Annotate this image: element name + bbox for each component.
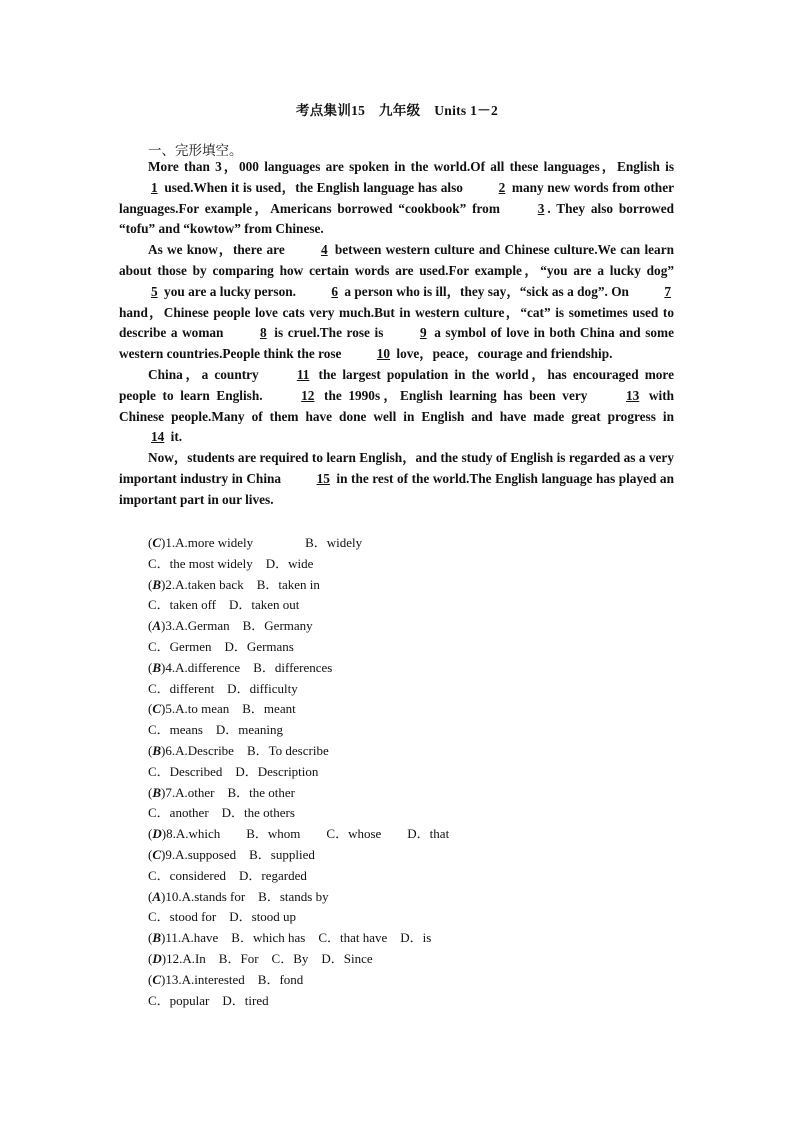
passage-text: China，a country bbox=[148, 366, 265, 382]
option-text: 12.A.In B．For C．By D．Since bbox=[166, 950, 373, 966]
question-4 bbox=[148, 658, 449, 679]
passage-text: a person who is ill，they say，“sick as a dog”. On bbox=[340, 283, 633, 299]
question-2-options-cd: C．taken off D．taken out bbox=[148, 597, 300, 613]
paren-close: ) bbox=[161, 950, 167, 966]
option-text: 7.A.other B．the other bbox=[165, 784, 295, 800]
question-9 bbox=[148, 845, 449, 866]
blank-1: 1 bbox=[151, 179, 158, 195]
question-5 bbox=[148, 699, 449, 720]
paren-close: ) bbox=[161, 846, 166, 862]
blank-7: 7 bbox=[664, 283, 671, 299]
paren-open: ( bbox=[148, 576, 153, 592]
passage-paragraph bbox=[119, 365, 674, 448]
answer-letter: B bbox=[152, 576, 162, 592]
paren-close: ) bbox=[161, 701, 166, 717]
passage-text: many new words from other languages.For example，Americans borrowed “cookbook” from bbox=[119, 179, 674, 216]
paren-close: ) bbox=[161, 742, 166, 758]
option-text: 10.A.stands for B．stands by bbox=[165, 888, 329, 904]
paren-open: ( bbox=[148, 701, 153, 717]
blank-13: 13 bbox=[626, 387, 640, 403]
paren-open: ( bbox=[148, 950, 153, 966]
option-text: 1.A.more widely B．widely bbox=[165, 535, 363, 550]
option-text: 8.A.which B．whom C．whose D．that bbox=[166, 826, 450, 842]
answer-letter: C bbox=[152, 846, 162, 862]
question-13-options-cd: C．popular D．tired bbox=[148, 992, 269, 1008]
blank-4: 4 bbox=[320, 242, 328, 258]
blank-15: 15 bbox=[316, 470, 330, 486]
passage-text: in the rest of the world.The English language has played an important part in our lives. bbox=[119, 470, 674, 507]
question-13 bbox=[148, 970, 449, 991]
cloze-passage bbox=[119, 157, 674, 511]
passage-text: with Chinese people.Many of them have done well in English and have made great progress in bbox=[119, 387, 675, 424]
paren-close: ) bbox=[161, 576, 166, 592]
passage-paragraph bbox=[119, 240, 674, 365]
paren-open: ( bbox=[148, 846, 153, 862]
passage-paragraph bbox=[119, 448, 674, 510]
answer-letter: D bbox=[152, 950, 162, 966]
question-11 bbox=[148, 928, 449, 949]
question-10 bbox=[148, 887, 449, 908]
question-5-options-cd: C．means D．meaning bbox=[148, 722, 284, 738]
option-text: 9.A.supposed B．supplied bbox=[165, 846, 315, 862]
answer-letter: B bbox=[152, 784, 162, 800]
paren-close: ) bbox=[161, 535, 166, 550]
answer-letter: B bbox=[152, 659, 162, 675]
option-text: 4.A.difference B．differences bbox=[165, 659, 333, 675]
paren-open: ( bbox=[148, 535, 153, 550]
question-9-options-cd: C．considered D．regarded bbox=[148, 867, 307, 883]
passage-paragraph bbox=[119, 157, 674, 240]
passage-text: . They also borrowed “tofu” and “kowtow” from Chinese. bbox=[119, 200, 674, 237]
option-text: 13.A.interested B．fond bbox=[165, 971, 304, 987]
question-7-options-cd: C．another D．the others bbox=[148, 805, 295, 821]
passage-text: used.When it is used，the English language has also bbox=[160, 179, 467, 195]
passage-text: you are a lucky person. bbox=[160, 283, 300, 299]
question-4-options-cd: C．different D．difficulty bbox=[148, 680, 298, 696]
blank-12: 12 bbox=[301, 387, 315, 403]
passage-text: As we know，there are bbox=[148, 242, 289, 258]
question-8 bbox=[148, 824, 449, 845]
blank-8: 8 bbox=[260, 325, 267, 341]
passage-text: Now，students are required to learn English，and the study of English is regarded as a very important industry in China bbox=[119, 450, 674, 486]
paren-open: ( bbox=[148, 930, 153, 946]
option-text: 11.A.have B．which has C．that have D．is bbox=[165, 930, 432, 946]
passage-text: between western culture and Chinese culture.We can learn about those by comparing how certain words are used.For example，“you are a lucky dog” bbox=[119, 242, 674, 278]
paren-close: ) bbox=[161, 826, 167, 842]
blank-5: 5 bbox=[151, 283, 158, 299]
passage-text: the 1990s，English learning has been very bbox=[317, 387, 594, 403]
paren-close: ) bbox=[161, 618, 166, 634]
question-12 bbox=[148, 949, 449, 970]
answer-letter: B bbox=[152, 930, 162, 946]
blank-10: 10 bbox=[376, 346, 391, 362]
paren-close: ) bbox=[161, 659, 166, 675]
answer-letter: A bbox=[152, 618, 162, 634]
passage-text: More than 3，000 languages are spoken in the world.Of all these languages，English is bbox=[148, 159, 674, 174]
blank-14: 14 bbox=[151, 429, 165, 445]
passage-text: love，peace，courage and friendship. bbox=[393, 346, 613, 362]
answer-letter: C bbox=[152, 971, 162, 987]
question-options bbox=[148, 533, 449, 1011]
passage-text: is cruel.The rose is bbox=[269, 325, 388, 341]
paren-open: ( bbox=[148, 971, 153, 987]
paren-close: ) bbox=[161, 971, 166, 987]
passage-text: a symbol of love in both China and some western countries.People think the rose bbox=[119, 325, 674, 362]
option-text: 6.A.Describe B．To describe bbox=[165, 742, 329, 758]
passage-text: hand，Chinese people love cats very much.But in western culture，“cat” is sometimes used to describe a woman bbox=[119, 304, 674, 341]
answer-letter: A bbox=[152, 888, 162, 904]
question-3-options-cd: C．Germen D．Germans bbox=[148, 638, 294, 654]
question-6 bbox=[148, 741, 449, 762]
question-10-options-cd: C．stood for D．stood up bbox=[148, 909, 297, 925]
passage-text: the largest population in the world，has encouraged more people to learn English. bbox=[119, 366, 674, 403]
answer-letter: C bbox=[152, 535, 162, 550]
blank-9: 9 bbox=[419, 325, 427, 341]
paren-open: ( bbox=[148, 742, 153, 758]
answer-letter: D bbox=[152, 826, 162, 842]
question-1-options-cd: C．the most widely D．wide bbox=[148, 555, 314, 571]
blank-2: 2 bbox=[498, 179, 506, 195]
question-2 bbox=[148, 575, 449, 596]
blank-6: 6 bbox=[331, 283, 338, 299]
question-3 bbox=[148, 616, 449, 637]
answer-letter: C bbox=[152, 701, 162, 717]
option-text: 3.A.German B．Germany bbox=[165, 618, 313, 634]
paren-open: ( bbox=[148, 784, 153, 800]
blank-11: 11 bbox=[296, 366, 310, 382]
page-title: 考点集训15 九年级 Units 1－2 bbox=[295, 103, 499, 118]
section-heading: 一、完形填空。 bbox=[148, 143, 243, 158]
question-7 bbox=[148, 783, 449, 804]
question-6-options-cd: C．Described D．Description bbox=[148, 763, 319, 779]
paren-open: ( bbox=[148, 826, 153, 842]
paren-close: ) bbox=[161, 888, 166, 904]
paren-open: ( bbox=[148, 618, 153, 634]
paren-open: ( bbox=[148, 659, 153, 675]
paren-close: ) bbox=[161, 784, 166, 800]
option-text: 2.A.taken back B．taken in bbox=[165, 576, 320, 592]
answer-letter: B bbox=[152, 742, 162, 758]
paren-open: ( bbox=[148, 888, 153, 904]
option-text: 5.A.to mean B．meant bbox=[165, 701, 296, 717]
question-1 bbox=[148, 533, 449, 554]
passage-text: it. bbox=[167, 429, 183, 445]
paren-close: ) bbox=[161, 930, 166, 946]
blank-3: 3 bbox=[537, 200, 545, 216]
